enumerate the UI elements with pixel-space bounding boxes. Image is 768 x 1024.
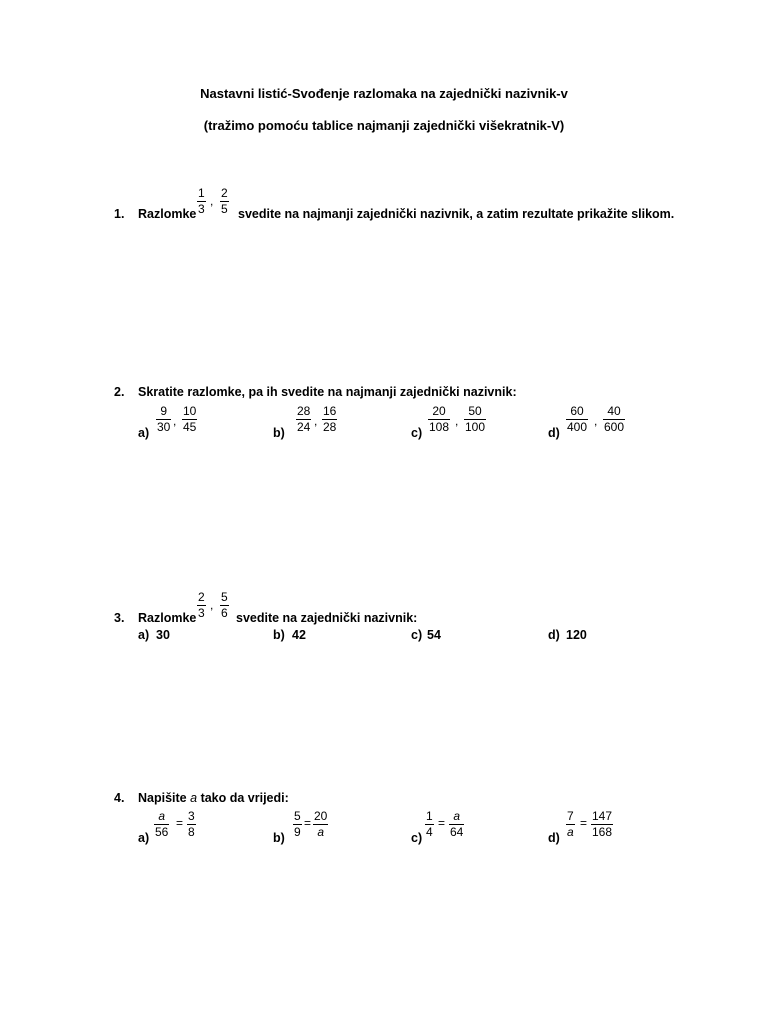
denominator: 56 <box>155 825 169 839</box>
numerator: 10 <box>183 404 197 418</box>
denominator: 5 <box>221 202 228 216</box>
question-number: 2. <box>114 385 125 399</box>
item-value: 42 <box>292 628 306 642</box>
fraction <box>449 810 464 839</box>
denominator: a <box>317 825 325 839</box>
fraction <box>154 810 169 839</box>
fraction <box>296 405 311 434</box>
item-label: d) <box>548 426 560 440</box>
numerator: 2 <box>198 590 205 604</box>
denominator: 3 <box>198 606 205 620</box>
question-lead: Razlomke <box>138 611 197 625</box>
numerator: 7 <box>567 809 574 823</box>
numerator: 40 <box>607 404 621 418</box>
denominator: 400 <box>567 420 588 434</box>
question-text: svedite na najmanji zajednički nazivnik, a zatim rezultate prikažite slikom. <box>238 207 675 221</box>
fraction <box>156 405 171 434</box>
fraction <box>220 591 229 620</box>
fraction <box>322 405 337 434</box>
item-value: 30 <box>156 628 170 642</box>
item-label: c) <box>411 628 423 642</box>
question-text-after: tako da vrijedi: <box>200 791 289 805</box>
numerator: 50 <box>468 404 482 418</box>
item-label: a) <box>138 426 150 440</box>
denominator: 168 <box>592 825 613 839</box>
fraction <box>566 810 575 839</box>
question-number: 1. <box>114 207 125 221</box>
numerator: 3 <box>188 809 195 823</box>
numerator: 60 <box>570 404 584 418</box>
comma: , <box>210 194 214 208</box>
comma: , <box>210 598 214 612</box>
fraction <box>197 187 206 216</box>
question-lead: Razlomke <box>138 207 197 221</box>
denominator: 30 <box>157 420 171 434</box>
numerator: 147 <box>592 809 613 823</box>
denominator: 600 <box>604 420 625 434</box>
denominator: 100 <box>465 420 486 434</box>
numerator: 20 <box>314 809 328 823</box>
item-label: b) <box>273 426 285 440</box>
numerator: a <box>158 809 166 823</box>
denominator: a <box>567 825 574 839</box>
equals-sign: = <box>176 816 184 830</box>
fraction <box>425 810 434 839</box>
question-text: Skratite razlomke, pa ih svedite na najmanji zajednički nazivnik: <box>138 385 517 399</box>
item-value: 120 <box>566 628 587 642</box>
question-text <box>138 791 289 805</box>
variable-a: a <box>190 791 198 805</box>
fraction <box>566 405 588 434</box>
denominator: 28 <box>323 420 337 434</box>
page-title: Nastavni listić-Svođenje razlomaka na zajednički nazivnik-v <box>200 86 568 101</box>
numerator: a <box>453 809 461 823</box>
fraction <box>313 810 328 839</box>
fraction <box>591 810 613 839</box>
fraction <box>182 405 197 434</box>
item-label: c) <box>411 831 423 845</box>
question-number: 4. <box>114 791 125 805</box>
question-number: 3. <box>114 611 125 625</box>
comma: , <box>173 414 177 428</box>
question-text: svedite na zajednički nazivnik: <box>236 611 418 625</box>
comma: , <box>314 414 318 428</box>
item-label: b) <box>273 831 285 845</box>
fraction <box>464 405 486 434</box>
denominator: 64 <box>450 825 464 839</box>
denominator: 4 <box>426 825 433 839</box>
numerator: 9 <box>160 404 168 418</box>
item-label: d) <box>548 831 560 845</box>
page-subtitle: (tražimo pomoću tablice najmanji zajednički višekratnik-V) <box>203 118 565 133</box>
denominator: 6 <box>221 606 228 620</box>
item-label: b) <box>273 628 285 642</box>
numerator: 5 <box>294 809 301 823</box>
fraction <box>293 810 302 839</box>
question-text-before: Napišite <box>138 791 187 805</box>
comma: , <box>455 414 459 428</box>
fraction <box>428 405 450 434</box>
item-label: a) <box>138 628 150 642</box>
fraction <box>187 810 196 839</box>
equals-sign: = <box>304 816 312 830</box>
numerator: 20 <box>432 404 446 418</box>
equals-sign: = <box>438 816 446 830</box>
denominator: 9 <box>294 825 301 839</box>
numerator: 2 <box>221 186 228 200</box>
fraction <box>197 591 206 620</box>
denominator: 24 <box>297 420 311 434</box>
denominator: 8 <box>188 825 195 839</box>
numerator: 1 <box>198 186 205 200</box>
numerator: 5 <box>221 590 228 604</box>
item-value: 54 <box>427 628 441 642</box>
fraction <box>220 187 229 216</box>
numerator: 16 <box>323 404 337 418</box>
fraction <box>603 405 625 434</box>
denominator: 108 <box>429 420 450 434</box>
comma: , <box>594 414 598 428</box>
denominator: 3 <box>198 202 205 216</box>
item-label: d) <box>548 628 560 642</box>
numerator: 28 <box>297 404 311 418</box>
denominator: 45 <box>183 420 197 434</box>
numerator: 1 <box>426 809 433 823</box>
equals-sign: = <box>580 816 588 830</box>
item-label: c) <box>411 426 423 440</box>
item-label: a) <box>138 831 150 845</box>
